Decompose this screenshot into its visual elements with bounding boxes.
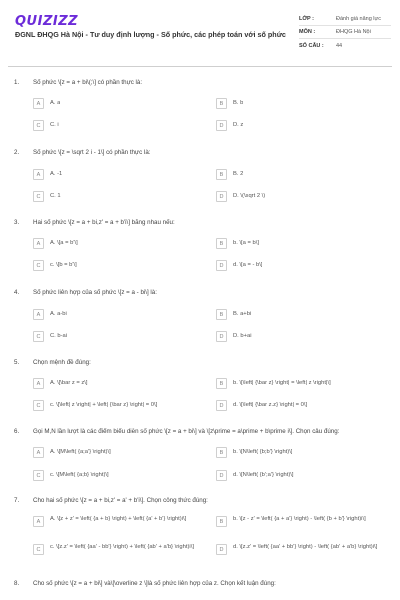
option-text: B. b: [233, 100, 244, 106]
meta-row-subject: [299, 26, 391, 39]
option-a[interactable]: [33, 98, 203, 111]
worksheet-meta: [299, 13, 391, 52]
option-text: A. -1: [50, 171, 63, 177]
option-badge: B: [216, 238, 227, 249]
option-text: c. \[b = b'\]: [50, 262, 77, 268]
option-badge: B: [216, 169, 227, 180]
option-d[interactable]: [216, 331, 386, 344]
question-1: [0, 79, 400, 129]
question-text: Chọn mệnh đề đúng:: [33, 359, 91, 366]
option-badge: A: [33, 447, 44, 458]
option-text: c. \[M\left( {a;b} \right)\]: [50, 472, 109, 478]
option-a[interactable]: [33, 378, 203, 391]
option-text: A. \[M\left( {a;a'} \right)\]: [50, 449, 111, 455]
question-2: [0, 149, 400, 200]
meta-label: LỚP :: [299, 16, 314, 22]
meta-value: 44: [336, 42, 343, 49]
question-text: Số phức \[z = \sqrt 2 i - 1\] có phần thực là:: [33, 149, 151, 156]
option-b[interactable]: [216, 169, 386, 182]
question-4: [0, 289, 400, 340]
worksheet-title: ĐGNL ĐHQG Hà Nội - Tư duy định lượng - Số phức, các phép toán với số phức: [15, 30, 286, 39]
option-badge: C: [33, 331, 44, 342]
question-5: [0, 359, 400, 409]
option-d[interactable]: [216, 120, 386, 133]
option-d[interactable]: [216, 260, 386, 273]
option-text: B. a+bi: [233, 311, 252, 317]
option-badge: D: [216, 331, 227, 342]
question-number: 6.: [14, 428, 20, 435]
option-text: C. 1: [50, 193, 61, 199]
meta-label: MÔN :: [299, 29, 316, 35]
question-text: Cho số phức \[z = a + bi\] và\[\overline z \]là số phức liên hợp của z. Chọn kết luận đúng:: [33, 580, 276, 587]
option-text: A. \[\bar z = z\]: [50, 380, 88, 386]
option-badge: A: [33, 238, 44, 249]
option-c[interactable]: [33, 544, 203, 566]
option-badge: B: [216, 309, 227, 320]
option-text: c. \[z.z' = \left( {aa' - bb'} \right) + \left( {ab' + a'b} \right)i\]: [50, 544, 194, 550]
option-text: b. \[z - z' = \left( {a + a'} \right) - \left( {b + b'} \right)i\]: [233, 516, 366, 522]
option-text: D. b+ai: [233, 333, 252, 339]
option-b[interactable]: [216, 238, 386, 251]
option-a[interactable]: [33, 169, 203, 182]
option-badge: B: [216, 447, 227, 458]
question-text: Số phức \[z = a + bi\(;\] có phần thực là:: [33, 79, 143, 86]
option-text: d. \[a = - b\]: [233, 262, 263, 268]
option-badge: A: [33, 98, 44, 109]
option-badge: C: [33, 191, 44, 202]
option-badge: D: [216, 400, 227, 411]
option-text: d. \[\left| {\bar z.z} \right| = 0\]: [233, 402, 308, 408]
question-text: Gọi M,N lần lượt là các điểm biểu diễn số phức \[z = a + bi\] và \[z\prime = a\prime + b\prime i\]. Chọn câu đúng:: [33, 428, 340, 435]
question-number: 8.: [14, 580, 20, 587]
option-text: b. \[\left| {\bar z} \right| = \left| z \right|\]: [233, 380, 331, 386]
option-c[interactable]: [33, 191, 203, 204]
meta-value: Đánh giá năng lực: [336, 16, 381, 22]
meta-row-class: [299, 13, 391, 26]
option-b[interactable]: [216, 378, 386, 391]
question-text: Cho hai số phức \[z = a + bi,z' = a' + b'i\]. Chọn công thức đúng:: [33, 497, 208, 504]
option-badge: C: [33, 400, 44, 411]
question-number: 5.: [14, 359, 20, 366]
option-badge: D: [216, 470, 227, 481]
option-b[interactable]: [216, 309, 386, 322]
option-text: b. \[a = b\]: [233, 240, 259, 246]
option-badge: D: [216, 120, 227, 131]
option-badge: C: [33, 470, 44, 481]
meta-row-question-count: [299, 39, 391, 52]
option-badge: C: [33, 120, 44, 131]
question-number: 7.: [14, 497, 20, 504]
option-d[interactable]: [216, 470, 386, 483]
option-d[interactable]: [216, 544, 386, 566]
option-a[interactable]: [33, 447, 203, 460]
option-badge: A: [33, 378, 44, 389]
option-b[interactable]: [216, 516, 386, 538]
option-c[interactable]: [33, 120, 203, 133]
question-text: Hai số phức \[z = a + bi,z' = a + b'i\] bằng nhau nếu:: [33, 219, 175, 226]
option-text: A. a-bi: [50, 311, 67, 317]
option-badge: C: [33, 260, 44, 271]
option-text: A. \[z + z' = \left( {a + b} \right) + \left( {a' + b'} \right)i\]: [50, 516, 187, 522]
meta-label: SỐ CÂU :: [299, 42, 324, 49]
option-text: D. z: [233, 122, 244, 128]
option-c[interactable]: [33, 400, 203, 413]
question-text: Số phức liên hợp của số phức \[z = a - bi\] là:: [33, 289, 157, 296]
option-badge: D: [216, 260, 227, 271]
option-text: b. \[N\left( {b;b'} \right)\]: [233, 449, 293, 455]
option-d[interactable]: [216, 400, 386, 413]
option-text: d. \[z.z' = \left( {aa' + bb'} \right) - \left( {ab' + a'b} \right)i\]: [233, 544, 378, 550]
option-c[interactable]: [33, 470, 203, 483]
option-d[interactable]: [216, 191, 386, 204]
quizizz-logo: QUIZIZZ: [15, 14, 79, 29]
option-badge: A: [33, 309, 44, 320]
question-number: 2.: [14, 149, 20, 156]
option-badge: D: [216, 191, 227, 202]
option-badge: B: [216, 378, 227, 389]
option-c[interactable]: [33, 260, 203, 273]
option-text: d. \[N\left( {b';a'} \right)\]: [233, 472, 294, 478]
option-text: A. \[a = b'\]: [50, 240, 78, 246]
option-a[interactable]: [33, 516, 203, 538]
option-badge: C: [33, 544, 44, 555]
question-3: [0, 219, 400, 269]
option-text: B. 2: [233, 171, 244, 177]
question-number: 4.: [14, 289, 20, 296]
question-7: [0, 497, 400, 553]
question-number: 3.: [14, 219, 20, 226]
question-6: [0, 428, 400, 479]
option-badge: A: [33, 169, 44, 180]
option-badge: B: [216, 516, 227, 527]
option-text: C. i: [50, 122, 59, 128]
meta-value: ĐHQG Hà Nội: [336, 29, 371, 35]
option-badge: A: [33, 516, 44, 527]
option-text: D. \(\sqrt 2 \): [233, 193, 266, 199]
option-a[interactable]: [33, 238, 203, 251]
option-text: c. \[\left| z \right| + \left| {\bar z} \right| = 0\]: [50, 402, 158, 408]
option-text: C. b-ai: [50, 333, 68, 339]
option-badge: D: [216, 544, 227, 555]
question-number: 1.: [14, 79, 20, 86]
option-b[interactable]: [216, 98, 386, 111]
header-divider: [8, 66, 392, 67]
question-8: [0, 580, 400, 590]
option-a[interactable]: [33, 309, 203, 322]
option-text: A. a: [50, 100, 61, 106]
option-c[interactable]: [33, 331, 203, 344]
option-b[interactable]: [216, 447, 386, 460]
option-badge: B: [216, 98, 227, 109]
